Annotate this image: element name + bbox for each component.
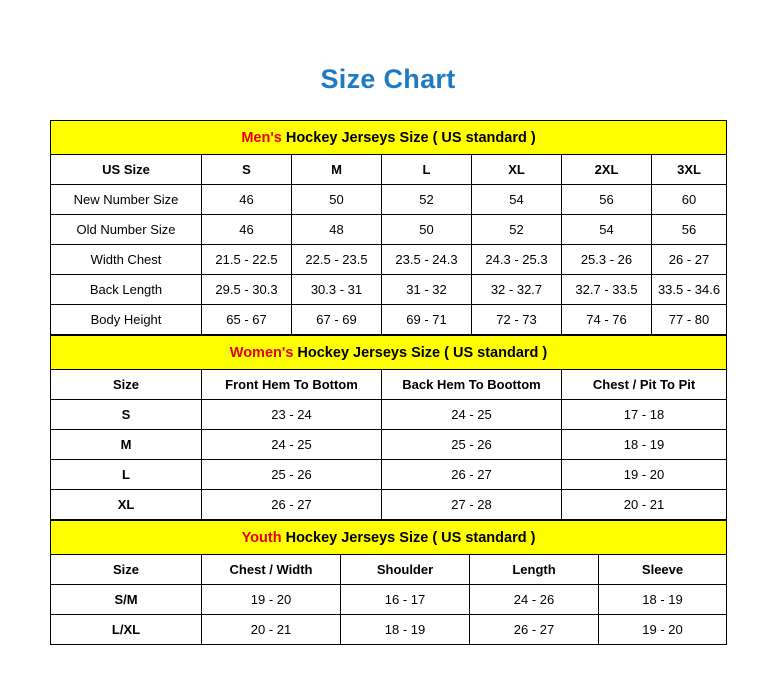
- mens-row-3-label: Back Length: [51, 275, 202, 305]
- youth-size-table: [50, 520, 727, 645]
- mens-section-rest: Hockey Jerseys Size ( US standard ): [281, 129, 536, 146]
- mens-row-3-val-5: 33.5 - 34.6: [652, 275, 727, 305]
- mens-section-heading-row: [51, 121, 727, 155]
- mens-row-3-val-0: 29.5 - 30.3: [202, 275, 292, 305]
- mens-section-accent: Men's: [241, 129, 282, 146]
- table-row: [51, 460, 727, 490]
- womens-row-1-val-2: 18 - 19: [562, 430, 727, 460]
- mens-row-1-label: Old Number Size: [51, 215, 202, 245]
- womens-row-3-val-0: 26 - 27: [202, 490, 382, 520]
- womens-row-1-val-0: 24 - 25: [202, 430, 382, 460]
- mens-row-3-val-1: 30.3 - 31: [292, 275, 382, 305]
- womens-row-1-val-1: 25 - 26: [382, 430, 562, 460]
- youth-col-4: Sleeve: [599, 555, 727, 585]
- womens-row-2-label: L: [51, 460, 202, 490]
- table-row: [51, 275, 727, 305]
- womens-row-0-label: S: [51, 400, 202, 430]
- womens-section-rest: Hockey Jerseys Size ( US standard ): [293, 344, 548, 361]
- mens-row-0-val-1: 50: [292, 185, 382, 215]
- mens-row-3-val-4: 32.7 - 33.5: [562, 275, 652, 305]
- womens-section-accent: Women's: [229, 344, 294, 361]
- mens-row-2-val-4: 25.3 - 26: [562, 245, 652, 275]
- mens-row-2-val-5: 26 - 27: [652, 245, 727, 275]
- youth-row-0-val-2: 24 - 26: [470, 585, 599, 615]
- mens-row-2-val-0: 21.5 - 22.5: [202, 245, 292, 275]
- youth-row-0-val-0: 19 - 20: [202, 585, 341, 615]
- youth-row-1-label: L/XL: [51, 615, 202, 645]
- mens-row-0-label: New Number Size: [51, 185, 202, 215]
- mens-row-4-val-4: 74 - 76: [562, 305, 652, 335]
- table-row: [51, 215, 727, 245]
- mens-col-0: US Size: [51, 155, 202, 185]
- mens-row-4-val-3: 72 - 73: [472, 305, 562, 335]
- mens-col-5: 2XL: [562, 155, 652, 185]
- youth-col-0: Size: [51, 555, 202, 585]
- womens-row-3-label: XL: [51, 490, 202, 520]
- mens-header-row: [51, 155, 727, 185]
- youth-section-heading: [51, 521, 727, 555]
- mens-row-0-val-3: 54: [472, 185, 562, 215]
- mens-row-0-val-2: 52: [382, 185, 472, 215]
- womens-row-2-val-2: 19 - 20: [562, 460, 727, 490]
- womens-header-row: [51, 370, 727, 400]
- womens-section-heading-row: [51, 336, 727, 370]
- youth-section-heading-row: [51, 521, 727, 555]
- youth-col-2: Shoulder: [341, 555, 470, 585]
- mens-row-2-label: Width Chest: [51, 245, 202, 275]
- youth-header-row: [51, 555, 727, 585]
- womens-row-2-val-1: 26 - 27: [382, 460, 562, 490]
- table-row: [51, 430, 727, 460]
- size-chart-tables: [50, 120, 726, 645]
- mens-row-4-label: Body Height: [51, 305, 202, 335]
- mens-col-4: XL: [472, 155, 562, 185]
- table-row: [51, 245, 727, 275]
- mens-row-4-val-0: 65 - 67: [202, 305, 292, 335]
- mens-row-4-val-5: 77 - 80: [652, 305, 727, 335]
- womens-col-2: Back Hem To Boottom: [382, 370, 562, 400]
- womens-row-0-val-0: 23 - 24: [202, 400, 382, 430]
- mens-col-6: 3XL: [652, 155, 727, 185]
- mens-col-3: L: [382, 155, 472, 185]
- youth-row-0-label: S/M: [51, 585, 202, 615]
- table-row: [51, 615, 727, 645]
- womens-col-1: Front Hem To Bottom: [202, 370, 382, 400]
- mens-row-1-val-5: 56: [652, 215, 727, 245]
- table-row: [51, 585, 727, 615]
- youth-row-1-val-3: 19 - 20: [599, 615, 727, 645]
- mens-row-0-val-4: 56: [562, 185, 652, 215]
- womens-row-1-label: M: [51, 430, 202, 460]
- mens-row-2-val-1: 22.5 - 23.5: [292, 245, 382, 275]
- womens-col-0: Size: [51, 370, 202, 400]
- mens-row-2-val-3: 24.3 - 25.3: [472, 245, 562, 275]
- table-row: [51, 400, 727, 430]
- mens-row-1-val-1: 48: [292, 215, 382, 245]
- womens-section-heading: [51, 336, 727, 370]
- youth-section-accent: Youth: [241, 529, 282, 546]
- youth-row-0-val-3: 18 - 19: [599, 585, 727, 615]
- table-row: [51, 185, 727, 215]
- mens-row-1-val-2: 50: [382, 215, 472, 245]
- table-row: [51, 490, 727, 520]
- table-row: [51, 305, 727, 335]
- mens-col-1: S: [202, 155, 292, 185]
- womens-row-2-val-0: 25 - 26: [202, 460, 382, 490]
- youth-row-1-val-0: 20 - 21: [202, 615, 341, 645]
- youth-col-3: Length: [470, 555, 599, 585]
- mens-row-3-val-2: 31 - 32: [382, 275, 472, 305]
- youth-section-rest: Hockey Jerseys Size ( US standard ): [281, 529, 536, 546]
- womens-row-0-val-1: 24 - 25: [382, 400, 562, 430]
- mens-row-1-val-4: 54: [562, 215, 652, 245]
- mens-row-4-val-2: 69 - 71: [382, 305, 472, 335]
- mens-row-1-val-3: 52: [472, 215, 562, 245]
- mens-col-2: M: [292, 155, 382, 185]
- mens-row-0-val-0: 46: [202, 185, 292, 215]
- womens-row-3-val-1: 27 - 28: [382, 490, 562, 520]
- youth-row-1-val-1: 18 - 19: [341, 615, 470, 645]
- womens-size-table: [50, 335, 727, 520]
- mens-row-3-val-3: 32 - 32.7: [472, 275, 562, 305]
- mens-row-4-val-1: 67 - 69: [292, 305, 382, 335]
- mens-row-0-val-5: 60: [652, 185, 727, 215]
- page-title: Size Chart: [320, 64, 456, 94]
- youth-col-1: Chest / Width: [202, 555, 341, 585]
- youth-row-0-val-1: 16 - 17: [341, 585, 470, 615]
- womens-row-3-val-2: 20 - 21: [562, 490, 727, 520]
- womens-row-0-val-2: 17 - 18: [562, 400, 727, 430]
- mens-size-table: [50, 120, 727, 335]
- youth-row-1-val-2: 26 - 27: [470, 615, 599, 645]
- mens-row-1-val-0: 46: [202, 215, 292, 245]
- womens-col-3: Chest / Pit To Pit: [562, 370, 727, 400]
- mens-row-2-val-2: 23.5 - 24.3: [382, 245, 472, 275]
- mens-section-heading: [51, 121, 727, 155]
